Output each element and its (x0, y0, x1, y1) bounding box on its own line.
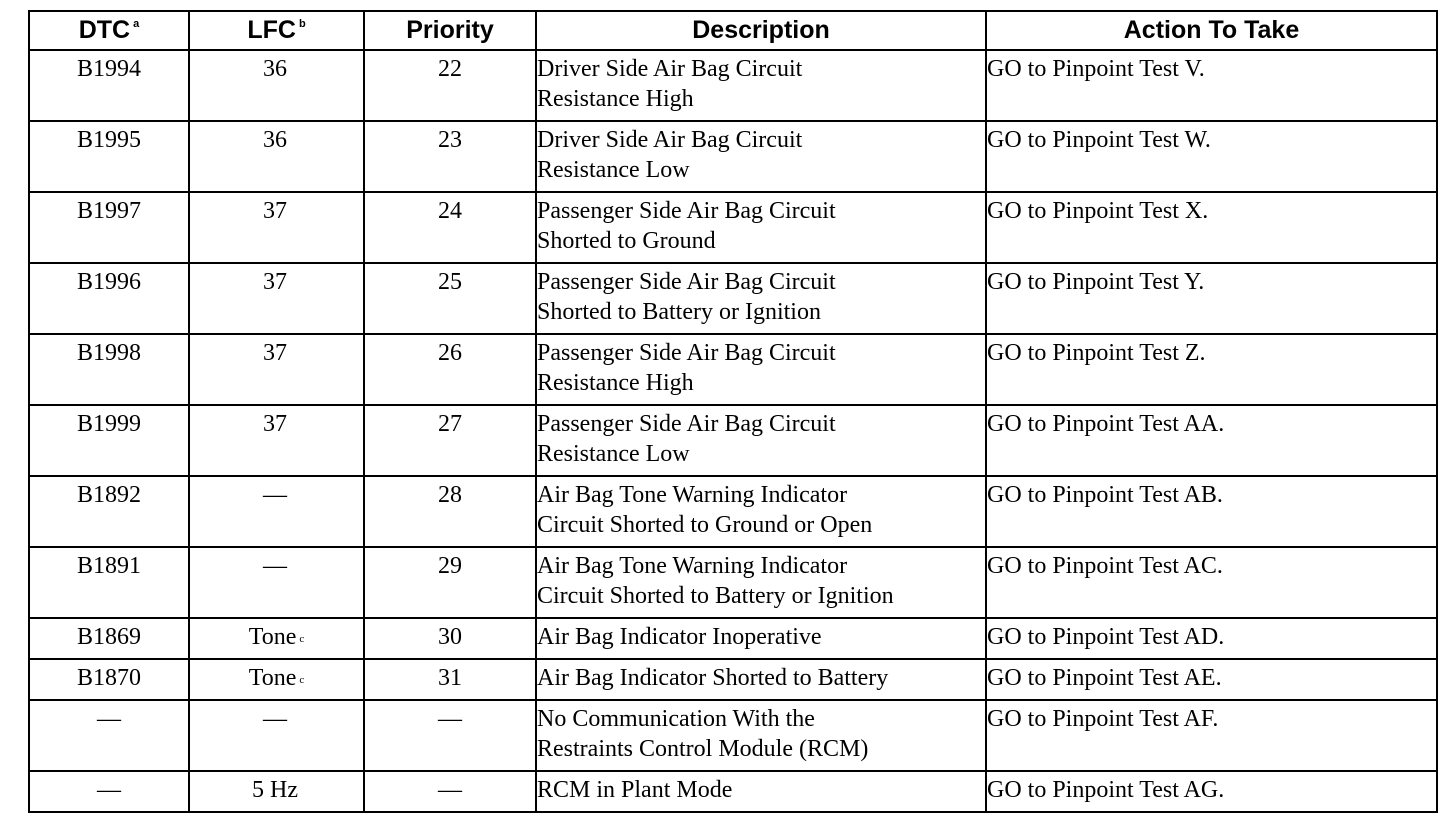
header-lfc: LFC $^b$ (189, 11, 364, 50)
cell-dtc: — (29, 700, 189, 771)
dtc-table (28, 10, 1438, 813)
cell-lfc: — (189, 547, 364, 618)
table-row (29, 700, 1437, 771)
cell-lfc: 36 (189, 121, 364, 192)
cell-action: GO to Pinpoint Test AD. (986, 618, 1437, 659)
cell-action: GO to Pinpoint Test AC. (986, 547, 1437, 618)
cell-description: Air Bag Tone Warning Indicator Circuit Shorted to Battery or Ignition (536, 547, 986, 618)
cell-action: GO to Pinpoint Test X. (986, 192, 1437, 263)
cell-action: GO to Pinpoint Test Z. (986, 334, 1437, 405)
cell-description: Passenger Side Air Bag Circuit Shorted to Battery or Ignition (536, 263, 986, 334)
table-row (29, 618, 1437, 659)
cell-lfc: 37 (189, 334, 364, 405)
footnote-marker: a (133, 18, 140, 30)
cell-action: GO to Pinpoint Test AF. (986, 700, 1437, 771)
cell-action: GO to Pinpoint Test W. (986, 121, 1437, 192)
cell-dtc: B1869 (29, 618, 189, 659)
cell-priority: 30 (364, 618, 536, 659)
cell-lfc: 36 (189, 50, 364, 121)
cell-priority: 29 (364, 547, 536, 618)
cell-priority: 25 (364, 263, 536, 334)
table-row (29, 334, 1437, 405)
cell-priority: 27 (364, 405, 536, 476)
cell-action: GO to Pinpoint Test AG. (986, 771, 1437, 812)
table-row (29, 405, 1437, 476)
cell-priority: 22 (364, 50, 536, 121)
table-row (29, 476, 1437, 547)
cell-dtc: B1997 (29, 192, 189, 263)
cell-lfc: — (189, 476, 364, 547)
cell-priority: 26 (364, 334, 536, 405)
cell-action: GO to Pinpoint Test V. (986, 50, 1437, 121)
header-action: Action To Take (986, 11, 1437, 50)
cell-lfc: 37 (189, 263, 364, 334)
footnote-marker: b (298, 18, 306, 30)
cell-dtc: B1870 (29, 659, 189, 700)
table-row (29, 263, 1437, 334)
cell-lfc: Tone $^c$ (189, 618, 364, 659)
cell-description: Passenger Side Air Bag Circuit Resistance High (536, 334, 986, 405)
cell-dtc: B1999 (29, 405, 189, 476)
table-row (29, 50, 1437, 121)
table-row (29, 771, 1437, 812)
cell-description: Driver Side Air Bag Circuit Resistance Low (536, 121, 986, 192)
footnote-marker: c (299, 674, 305, 686)
table-row (29, 192, 1437, 263)
cell-priority: 28 (364, 476, 536, 547)
cell-description: RCM in Plant Mode (536, 771, 986, 812)
cell-dtc: B1998 (29, 334, 189, 405)
cell-priority: 24 (364, 192, 536, 263)
cell-dtc: B1996 (29, 263, 189, 334)
cell-priority: 31 (364, 659, 536, 700)
cell-dtc: — (29, 771, 189, 812)
cell-description: Air Bag Indicator Inoperative (536, 618, 986, 659)
cell-description: Air Bag Tone Warning Indicator Circuit Shorted to Ground or Open (536, 476, 986, 547)
cell-action: GO to Pinpoint Test Y. (986, 263, 1437, 334)
cell-action: GO to Pinpoint Test AA. (986, 405, 1437, 476)
cell-dtc: B1995 (29, 121, 189, 192)
table-row (29, 121, 1437, 192)
cell-lfc: — (189, 700, 364, 771)
cell-dtc: B1892 (29, 476, 189, 547)
footnote-marker: c (299, 633, 305, 645)
cell-dtc: B1994 (29, 50, 189, 121)
cell-lfc: Tone $^c$ (189, 659, 364, 700)
header-priority: Priority (364, 11, 536, 50)
cell-lfc: 5 Hz (189, 771, 364, 812)
cell-lfc: 37 (189, 405, 364, 476)
cell-description: No Communication With the Restraints Control Module (RCM) (536, 700, 986, 771)
cell-priority: — (364, 700, 536, 771)
table-row (29, 659, 1437, 700)
cell-description: Passenger Side Air Bag Circuit Resistance Low (536, 405, 986, 476)
header-dtc: DTC $^a$ (29, 11, 189, 50)
cell-priority: — (364, 771, 536, 812)
cell-action: GO to Pinpoint Test AE. (986, 659, 1437, 700)
table-header-row (29, 11, 1437, 50)
cell-dtc: B1891 (29, 547, 189, 618)
header-description: Description (536, 11, 986, 50)
table-row (29, 547, 1437, 618)
cell-lfc: 37 (189, 192, 364, 263)
cell-action: GO to Pinpoint Test AB. (986, 476, 1437, 547)
cell-description: Passenger Side Air Bag Circuit Shorted to Ground (536, 192, 986, 263)
cell-description: Air Bag Indicator Shorted to Battery (536, 659, 986, 700)
cell-description: Driver Side Air Bag Circuit Resistance High (536, 50, 986, 121)
cell-priority: 23 (364, 121, 536, 192)
